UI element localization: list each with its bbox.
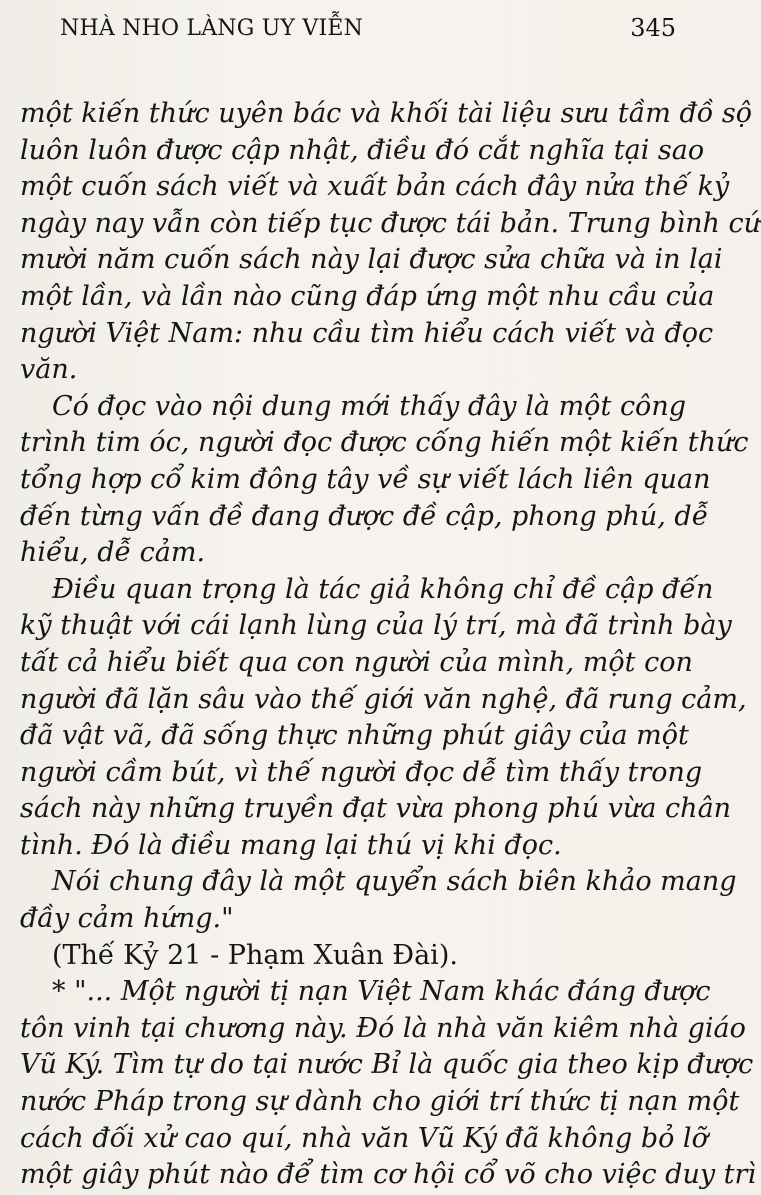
text-line: kỹ thuật với cái lạnh lùng của lý trí, mà đã trình bày [20, 610, 732, 642]
text-line: tôn vinh tại chương này. Đó là nhà văn kiêm nhà giáo [20, 1012, 746, 1044]
text-line: sách này những truyền đạt vừa phong phú vừa chân [20, 793, 732, 825]
text-line: người Việt Nam: nhu cầu tìm hiểu cách viết và đọc [20, 317, 714, 349]
text-line: ngày nay vẫn còn tiếp tục được tái bản. Trung bình cứ [20, 207, 761, 239]
running-title: NHÀ NHO LÀNG UY VIỄN [60, 16, 364, 41]
page-number: 345 [630, 14, 676, 42]
text-line: Điều quan trọng là tác giả không chỉ đề cập đến [52, 573, 714, 605]
text-line: Nói chung đây là một quyển sách biên khảo mang [52, 866, 737, 898]
text-line: luôn luôn được cập nhật, điều đó cắt nghĩa tại sao [20, 134, 705, 166]
text-line: đến từng vấn đề đang được đề cập, phong phú, dễ [20, 500, 709, 532]
text-line: hiểu, dễ cảm. [20, 537, 206, 569]
text-line: đầy cảm hứng." [20, 903, 234, 935]
text-line: Có đọc vào nội dung mới thấy đây là một công [52, 390, 686, 422]
text-line: Vũ Ký. Tìm tự do tại nước Bỉ là quốc gia theo kịp được [20, 1049, 754, 1081]
text-line: tổng hợp cổ kim đông tây về sự viết lách liên quan [20, 463, 711, 495]
citation-line: (Thế Kỷ 21 - Phạm Xuân Đài). [52, 939, 458, 971]
text-line: mười năm cuốn sách này lại được sửa chữa và in lại [20, 244, 723, 276]
text-line: * "... Một người tị nạn Việt Nam khác đáng được [52, 976, 711, 1008]
text-line: người đã lặn sâu vào thế giới văn nghệ, đã rung cảm, [20, 683, 747, 715]
text-line: một cuốn sách viết và xuất bản cách đây nửa thế kỷ [20, 171, 730, 203]
text-line: văn. [20, 354, 78, 386]
text-line: cách đối xử cao quí, nhà văn Vũ Ký đã không bỏ lỡ [20, 1122, 708, 1154]
text-line: một lần, và lần nào cũng đáp ứng một nhu cầu của [20, 280, 715, 312]
text-line: nước Pháp trong sự dành cho giới trí thức tị nạn một [20, 1086, 740, 1118]
body-text [20, 96, 761, 1194]
text-line: đã vật vã, đã sống thực những phút giây của một [20, 720, 689, 752]
text-line: một giây phút nào để tìm cơ hội cổ võ cho việc duy trì [20, 1159, 757, 1191]
running-header [20, 0, 686, 70]
text-line: người cầm bút, vì thế người đọc dễ tìm thấy trong [20, 756, 703, 788]
text-line: tất cả hiểu biết qua con người của mình, một con [20, 646, 693, 678]
text-line: trình tim óc, người đọc được cống hiến một kiến thức [20, 427, 749, 459]
text-line: một kiến thức uyên bác và khối tài liệu sưu tầm đồ sộ [20, 98, 752, 129]
text-line: tình. Đó là điều mang lại thú vị khi đọc. [20, 829, 562, 861]
